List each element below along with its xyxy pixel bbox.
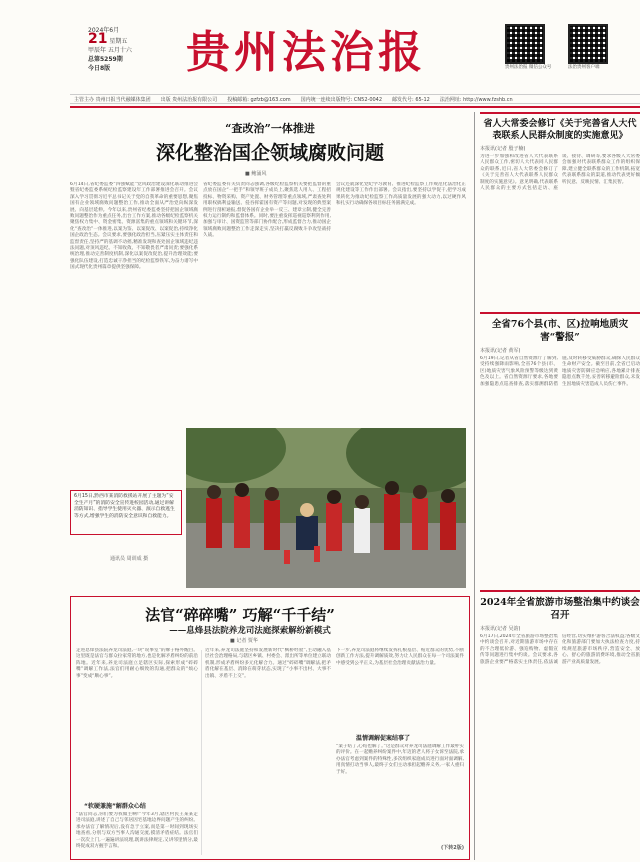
feature-subhead: ——息烽县法院养龙司法庭探索解纷新模式 — [169, 626, 331, 636]
side1-body: 为进一步加强和改进省人大代表联系人民群众工作,密切人大代表同人民群众的联系,近日,省人大常委会修订了《关于完善省人大代表联系人民群众制度的实施意见》。意见明确,代表联系人民群众的主要方式包括走访、座谈、接待、调研等,要求各级人大常委会加强对代表联系群众工作的组织保障,建立健全联系群众的工作机制,拓宽代表联系群众的渠道,推动代表更好倾听民意、反映民情、汇集民智。 — [480, 154, 640, 192]
masthead-meta — [88, 26, 178, 73]
side-story-3 — [480, 590, 640, 860]
column-rule — [474, 112, 475, 860]
postal-text: 邮发代号: 65-12 — [392, 96, 430, 103]
lead-body-col3: 会议还就深化党纪学习教育、推进纪检监察工作规范化法治化正规化建设等工作作出部署。会议指出,要坚持以学促干,把学习成果转化为推动纪检监察工作高质量发展的强大动力,以过硬作风和扎实行动确保各项目标任务圆满完成。 — [336, 182, 466, 207]
website-text: 法治网址: http://www.fzshb.cn — [439, 96, 513, 103]
feature-body1a: “法官同志,你们要为我做主啊!”今年3月,辖区村民王某某走进司法庭,讲述了自己与邻居因宅基地边界问题产生的纠纷。承办法官了解情况后,没有急于立案,而是第一时间到现场实地查看,分别与双方当事人沟通交流,摸清矛盾症结。法官们一次次上门,一遍遍讲法说理,既讲法律规定,又讲邻里情分,最终促成双方握手言和。 — [76, 812, 198, 850]
news-photo — [186, 428, 466, 588]
weekday: 星期五 — [109, 38, 128, 45]
feature-col3 — [336, 648, 464, 856]
email-text: 投稿邮箱: gzfzb@163.com — [227, 96, 291, 103]
masthead-rule — [70, 106, 640, 108]
feature-body2: 近年来,养龙司法庭坚持和发展新时代“枫桥经验”,主动融入基层社会治理格局,与辖区乡镇、村委会、派出所等单位建立联动机制,形成矛盾纠纷多元化解合力。通过“碎碎嘴”调解法,把矛盾化解在基层、消除在萌芽状态,实现了“小事不出村、大事不出镇、矛盾不上交”。 — [205, 648, 331, 679]
qr-left-label: 贵州法治报 微信公众号 — [505, 65, 552, 70]
publisher-text: 出版 贵州法治报有限公司 — [160, 96, 218, 103]
lead-byline: ■ 鲍涌风 — [245, 171, 267, 177]
side3-byline: 本报讯(记者 吴韵) — [480, 626, 521, 632]
students-fire-drill-image — [186, 428, 466, 588]
feature-lead: 走进息烽县法院养龙司法庭,一块“说事室”的牌子格外醒目。这里既是法官与群众拉家常的地方,也是化解矛盾纠纷的前沿阵地。近年来,养龙司法庭立足辖区实际,探索形成“碎碎嘴”调解工作法,法官们用耐心细致的沟通,把群众的“烦心事”变成“顺心事”。 — [76, 648, 198, 679]
qr-right — [568, 24, 628, 70]
lead-body-col1: 6月14日,省纪委监委“四强赋能”党风政治建设深化联动推进会暨省纪委监委系统纪检监察建设年工作部署推进会召开。会议深入学习贯彻习近平总书记关于党的自我革命的重要思想,聚焦国有企业领域腐败问题整治工作,推动全面从严治党向纵深发展、向基层延伸。今年以来,贵州省纪委监委坚持把国企领域腐败问题整治作为重点任务,出台工作方案,推动各级纪检监察机关聚焦权力集中、资金密集、资源富集的重点领域和关键环节,深化“查改治”一体推进,以案为鉴、以案促改、以案促治,持续净化国企政治生态。会议要求,要强化政治担当,压紧压实主体责任和监督责任,坚持严的基调不动摇,精准发现和查处国企领域违纪违法问题,对顶风违纪、不知收敛、不知敬畏者严肃问责;要强化系统治理,推动完善制度机制,深化以案促改促治,提升治理效能;要强化队伍建设,打造忠诚干净担当的纪检监察铁军,为奋力谱写中国式现代化贵州篇章提供坚强保障。 — [70, 182, 198, 271]
cn-text: 国内统一连续出版物号: CN52-0042 — [300, 96, 383, 103]
side2-byline: 本报讯(记者 黄军) — [480, 348, 521, 354]
sponsor-text: 主管主办 贵州日报当代融媒体集团 — [74, 96, 151, 103]
qr-code-icon — [568, 24, 608, 64]
date-line: 2024年6月 — [88, 27, 120, 34]
side2-body: 6月19日,记者从省自然资源厅了解到,受持续强降雨影响,全省76个县(市、区)地质灾害气象风险预警等级达到黄色及以上。省自然资源厅要求,各地要加强隐患点巡查排查,落实群测群防措施,及时转移受威胁群众,确保人民群众生命财产安全。截至目前,全省已启动地质灾害防御应急响应,各地累计排查隐患点数千处,妥善转移避险群众,未发生因地质灾害造成人员伤亡事件。 — [480, 356, 640, 387]
side2-headline: 全省76个县(市、区)拉响地质灾害“警报” — [491, 319, 629, 343]
feature-section2: 温情调解促案结事了 — [356, 735, 411, 742]
photo-caption-text: 6月15日,黔西市某消防救援站开展了主题为“安全生产月”的消防安全宣传进校园活动,通过讲解消防知识、指导学生使用灭火器、演示自救逃生等方式,增强学生的消防安全意识和自救能力。 — [74, 494, 175, 519]
qr-code-icon — [505, 24, 545, 64]
feature-section1: “软硬兼施”解群众心结 — [84, 803, 146, 810]
photo-caption — [70, 490, 182, 535]
feature-body3: “案子结了,心结也解了。”这是群众对养龙司法庭调解工作最朴实的评价。在一起赡养纠纷案件中,年迈的老人将子女诉至法院,承办法官考虑到案件的特殊性,多次组织家庭成员进行面对面调解,用真情打动当事人,最终子女们主动承担起赡养义务,一家人重归于好。 — [336, 744, 464, 775]
lead-kicker: “查改治”一体推进 — [225, 122, 315, 135]
lead-headline: 深化整治国企领域腐败问题 — [155, 142, 384, 164]
feature-body4: 下一步,养龙司法庭将继续发挥扎根基层、贴近群众的优势,不断创新工作方法,提升调解质效,努力让人民群众在每一个司法案件中感受到公平正义,为基层社会治理贡献法治力量。 — [336, 648, 464, 666]
lunar-date: 甲辰年 五月十六 — [88, 47, 132, 54]
qr-right-label: 法治贵州客户端 — [568, 65, 600, 70]
day-number: 21 — [88, 31, 108, 47]
feature-col1 — [76, 648, 198, 856]
issue-number: 总第5259期 — [88, 56, 123, 63]
feature-headline: 法官“碎碎嘴” 巧解“千千结” — [145, 606, 335, 624]
feature-rule — [201, 650, 202, 855]
newspaper-logo: 贵州法治报 — [186, 27, 426, 78]
feature-byline: ■ 记者 贾华 — [230, 638, 258, 644]
lead-body-col2: 省纪委监委有关负责同志强调,各级纪检监察机关要把监督的重点放在国企“一把手”和领导班子成员上,聚焦选人用人、工程招投标、物资采购、资产处置、财务管理等重点领域,严肃查处利用职权搞利益输送、侵吞挥霍国有资产等问题,对发现的典型案例进行剖析通报,督促各国有企业举一反三、建章立制,健全完善权力运行制约和监督体系。同时,要注重发挥巡视巡察利剑作用,加强与审计、国资监管等部门协作配合,形成监督合力,推动国企领域腐败问题整治工作走深走实,坚决打赢反腐败斗争攻坚战持久战。 — [203, 182, 331, 239]
side3-headline: 2024年全省旅游市场整治集中约谈会召开 — [480, 597, 640, 621]
side3-body: 6月17日,2024年全省旅游市场整治集中约谈会召开,对近期旅游市场中存在的不合理低价游、强迫购物、虚假宣传等问题进行集中约谈。会议要求,各旅游企业要严格落实主体责任,依法诚信经营,切实维护游客合法权益;各级文化和旅游部门要加大执法检查力度,持续规范旅游市场秩序,营造安全、放心、舒心的旅游消费环境,推动全省旅游产业高质量发展。 — [480, 634, 640, 665]
side-story-2 — [480, 312, 640, 590]
photo-credit: 通讯员 周训成 摄 — [110, 556, 149, 562]
side1-byline: 本报讯(记者 殷子楠) — [480, 146, 526, 152]
side-story-1 — [480, 112, 640, 312]
qr-left — [505, 24, 565, 70]
feature-col2 — [205, 648, 331, 856]
side1-headline: 省人大常委会修订《关于完善省人大代表联系人民群众制度的实施意见》 — [483, 119, 637, 141]
page-count: 今日8版 — [88, 65, 111, 72]
info-bar — [70, 94, 640, 104]
continued-note: (下转2版) — [440, 845, 464, 851]
